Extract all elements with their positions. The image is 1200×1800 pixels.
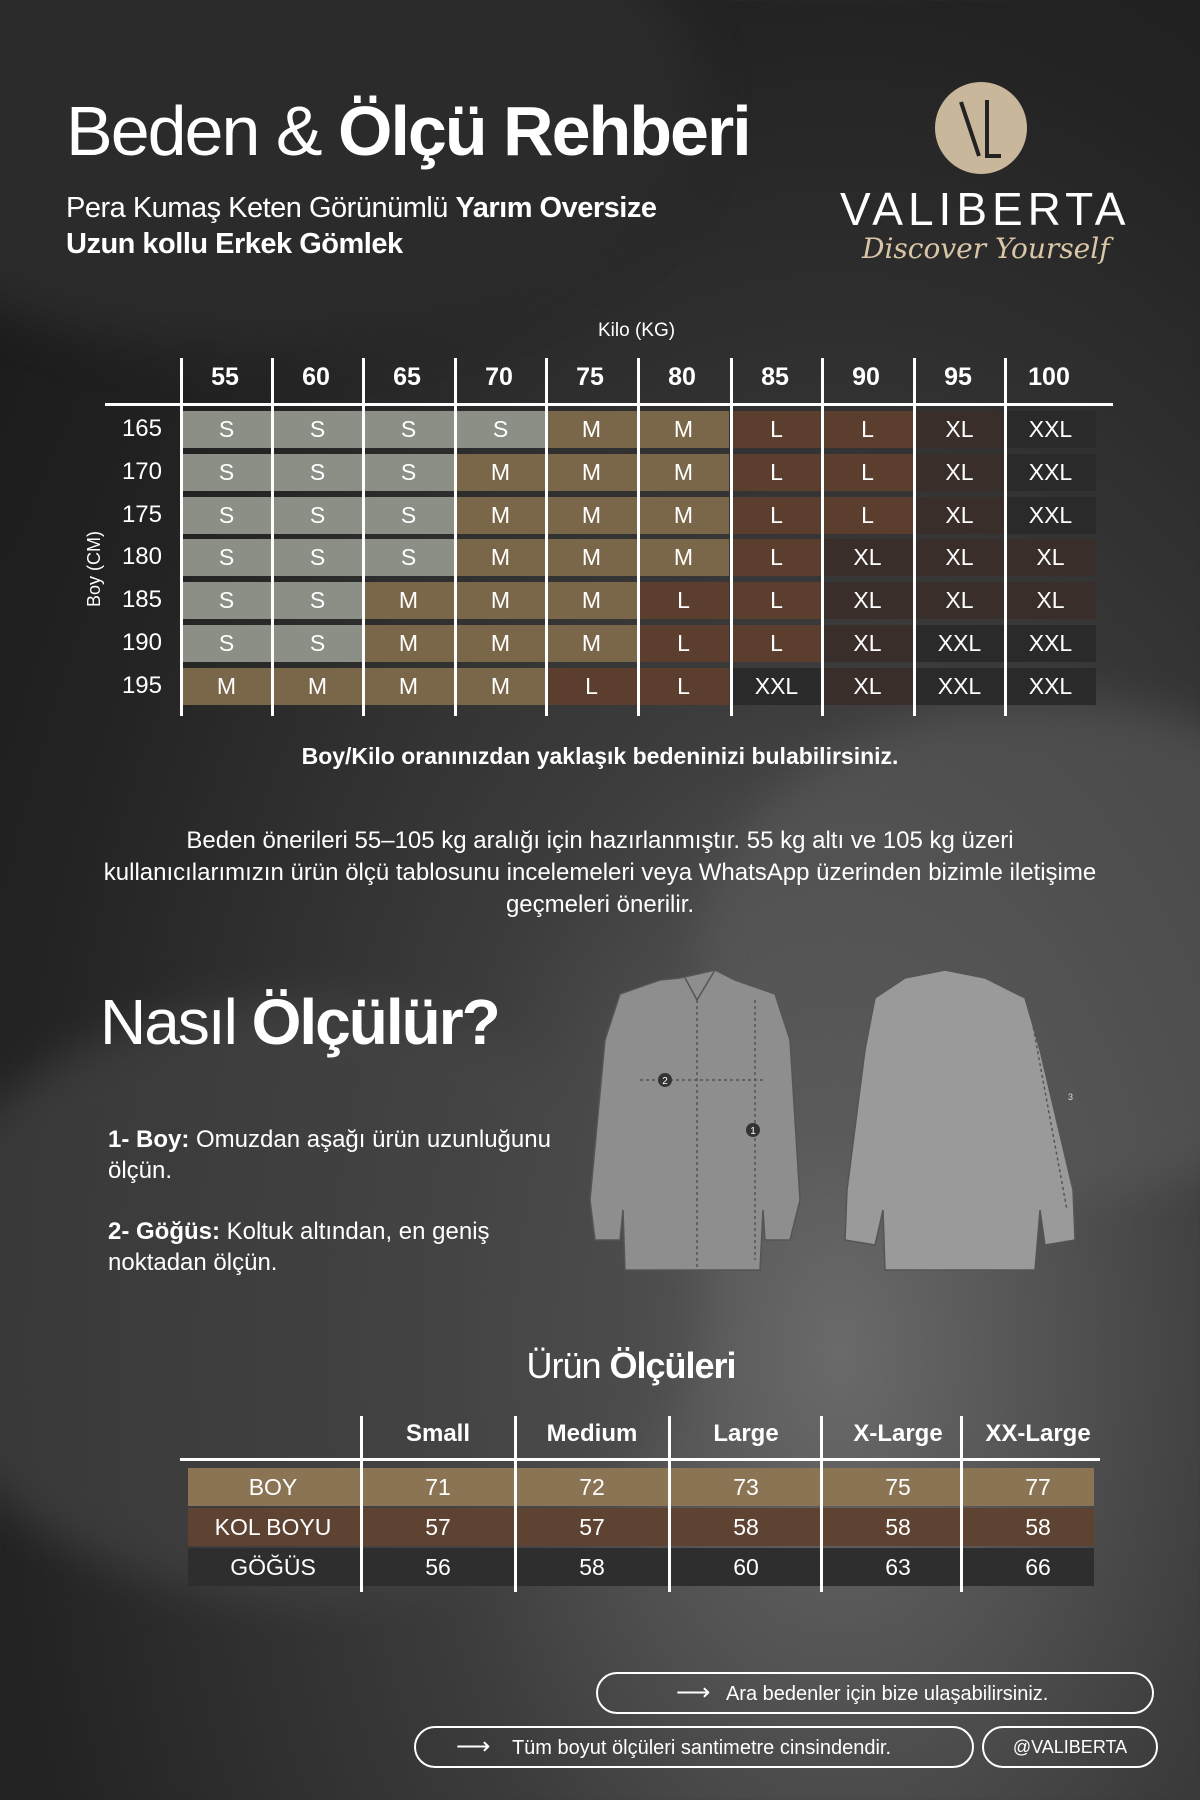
size-cell: L bbox=[731, 454, 822, 491]
weight-header-70: 70 bbox=[485, 363, 513, 391]
size-cell: XXL bbox=[731, 668, 822, 705]
size-cell: XXL bbox=[1005, 411, 1096, 448]
size-cell: M bbox=[363, 582, 454, 619]
size-cell: L bbox=[731, 411, 822, 448]
size-cell: XXL bbox=[1005, 625, 1096, 662]
size-cell: L bbox=[731, 582, 822, 619]
size-cell: S bbox=[272, 497, 363, 534]
weight-header-90: 90 bbox=[852, 363, 880, 391]
grid-line bbox=[514, 1416, 517, 1592]
size-cell: XL bbox=[914, 497, 1005, 534]
height-label-170: 170 bbox=[121, 458, 162, 485]
size-cell: L bbox=[822, 411, 913, 448]
size-cell: L bbox=[638, 582, 729, 619]
size-cell: XL bbox=[822, 668, 913, 705]
size-cell: S bbox=[272, 625, 363, 662]
grid-line bbox=[360, 1416, 363, 1592]
shirt-front-icon bbox=[590, 970, 800, 1270]
size-cell: M bbox=[363, 668, 454, 705]
measurement-cell: 60 bbox=[733, 1554, 759, 1580]
measurement-cell: 58 bbox=[1025, 1514, 1051, 1540]
measure-instruction-chest: 2- Göğüs: Koltuk altından, en geniş noktadan ölçün. bbox=[108, 1218, 490, 1276]
size-column-header: Small bbox=[405, 1420, 471, 1447]
size-cell: M bbox=[546, 454, 637, 491]
size-cell: M bbox=[455, 454, 546, 491]
measurement-cell: 57 bbox=[579, 1514, 605, 1540]
brand-tagline: Discover Yourself bbox=[862, 232, 1110, 265]
measure-marker-sleeve: 3 bbox=[1068, 1092, 1074, 1102]
size-cell: L bbox=[638, 668, 729, 705]
size-column-header: Large bbox=[713, 1420, 779, 1447]
grid-line bbox=[545, 358, 548, 716]
measurement-row-label: BOY bbox=[248, 1474, 298, 1500]
measure-marker-length bbox=[746, 1123, 760, 1137]
size-cell: XL bbox=[1005, 539, 1096, 576]
units-note-pill: ⟶ Tüm boyut ölçüleri santimetre cinsindendir. bbox=[414, 1726, 974, 1768]
size-cell: S bbox=[272, 411, 363, 448]
grid-line bbox=[454, 358, 457, 716]
height-label-165: 165 bbox=[121, 415, 162, 442]
size-cell: S bbox=[272, 582, 363, 619]
height-label-175: 175 bbox=[121, 501, 162, 528]
size-cell: XL bbox=[914, 539, 1005, 576]
size-cell: XXL bbox=[1005, 668, 1096, 705]
weight-header-75: 75 bbox=[576, 363, 604, 391]
height-label-195: 195 bbox=[121, 672, 162, 699]
grid-line bbox=[1004, 358, 1007, 716]
size-cell: XL bbox=[822, 582, 913, 619]
measurement-cell: 71 bbox=[425, 1474, 451, 1500]
weight-header-95: 95 bbox=[944, 363, 972, 391]
size-cell: M bbox=[363, 625, 454, 662]
size-cell: M bbox=[455, 497, 546, 534]
brand-name: VALIBERTA bbox=[840, 183, 1131, 235]
size-cell: S bbox=[455, 411, 546, 448]
size-cell: XL bbox=[914, 582, 1005, 619]
weight-header-80: 80 bbox=[668, 363, 696, 391]
size-cell: M bbox=[638, 411, 729, 448]
grid-line bbox=[960, 1416, 963, 1592]
size-cell: M bbox=[455, 582, 546, 619]
size-column-header: Medium bbox=[546, 1420, 638, 1447]
size-cell: XL bbox=[1005, 582, 1096, 619]
size-cell: M bbox=[455, 668, 546, 705]
size-cell: M bbox=[546, 497, 637, 534]
contact-pill[interactable]: ⟶ Ara bedenler için bize ulaşabilirsiniz. bbox=[596, 1672, 1154, 1714]
measurement-cell: 63 bbox=[885, 1554, 911, 1580]
measurement-cell: 56 bbox=[425, 1554, 451, 1580]
size-cell: XL bbox=[914, 454, 1005, 491]
weight-header-85: 85 bbox=[761, 363, 789, 391]
grid-line bbox=[913, 358, 916, 716]
instagram-handle-pill[interactable]: @VALIBERTA bbox=[982, 1726, 1158, 1768]
size-column-header: XX-Large bbox=[985, 1420, 1091, 1447]
measure-marker-chest bbox=[658, 1073, 672, 1087]
size-cell: L bbox=[731, 539, 822, 576]
grid-line bbox=[362, 358, 365, 716]
size-cell: M bbox=[638, 497, 729, 534]
measurement-cell: 58 bbox=[885, 1514, 911, 1540]
grid-line bbox=[271, 358, 274, 716]
size-cell: S bbox=[181, 582, 272, 619]
size-cell: M bbox=[455, 539, 546, 576]
size-cell: L bbox=[731, 497, 822, 534]
measurement-cell: 58 bbox=[733, 1514, 759, 1540]
size-cell: M bbox=[546, 539, 637, 576]
size-cell: S bbox=[181, 454, 272, 491]
size-cell: M bbox=[455, 625, 546, 662]
size-cell: S bbox=[181, 411, 272, 448]
svg-text:2: 2 bbox=[662, 1076, 668, 1087]
weight-header-100: 100 bbox=[1028, 363, 1070, 391]
size-cell: XL bbox=[914, 411, 1005, 448]
x-axis-label: Kilo (KG) bbox=[598, 320, 676, 341]
size-cell: S bbox=[181, 497, 272, 534]
size-hint: Boy/Kilo oranınızdan yaklaşık bedeninizi bulabilirsiniz. bbox=[301, 743, 899, 769]
size-cell: XL bbox=[822, 539, 913, 576]
size-cell: L bbox=[822, 497, 913, 534]
size-cell: M bbox=[181, 668, 272, 705]
size-cell: S bbox=[181, 539, 272, 576]
height-label-180: 180 bbox=[121, 543, 162, 570]
measurement-cell: 73 bbox=[733, 1474, 759, 1500]
weight-header-65: 65 bbox=[393, 363, 421, 391]
grid-line bbox=[668, 1416, 671, 1592]
shirt-back-icon bbox=[845, 970, 1075, 1270]
measurement-cell: 75 bbox=[885, 1474, 911, 1500]
arrow-right-icon: ⟶ bbox=[676, 1679, 711, 1706]
size-cell: M bbox=[638, 454, 729, 491]
size-cell: L bbox=[638, 625, 729, 662]
size-cell: L bbox=[546, 668, 637, 705]
measurement-cell: 66 bbox=[1025, 1554, 1051, 1580]
grid-line bbox=[637, 358, 640, 716]
measurement-cell: 77 bbox=[1025, 1474, 1051, 1500]
size-cell: M bbox=[638, 539, 729, 576]
size-cell: M bbox=[272, 668, 363, 705]
size-cell: S bbox=[363, 497, 454, 534]
how-to-measure-title: Nasıl Ölçülür? bbox=[100, 986, 499, 1058]
size-cell: XXL bbox=[1005, 497, 1096, 534]
grid-line bbox=[180, 358, 183, 716]
brand-logo-monogram bbox=[935, 82, 1027, 174]
size-cell: XXL bbox=[914, 625, 1005, 662]
height-label-190: 190 bbox=[121, 629, 162, 656]
size-cell: S bbox=[272, 539, 363, 576]
size-range-note: Beden önerileri 55–105 kg aralığı için hazırlanmıştır. 55 kg altı ve 105 kg üzeri kullanıcılarımızın ürün ölçü tablosunu incelemeleri veya WhatsApp üzerinden bizimle iletişime geçmeleri önerilir. bbox=[103, 827, 1097, 918]
product-measurements-title: Ürün Ölçüleri bbox=[526, 1345, 736, 1386]
size-cell: L bbox=[731, 625, 822, 662]
grid-line bbox=[730, 358, 733, 716]
size-cell: M bbox=[546, 411, 637, 448]
background-fabric bbox=[0, 0, 700, 350]
size-cell: S bbox=[363, 454, 454, 491]
size-cell: XXL bbox=[1005, 454, 1096, 491]
measurement-cell: 58 bbox=[579, 1554, 605, 1580]
size-cell: M bbox=[546, 625, 637, 662]
size-cell: L bbox=[822, 454, 913, 491]
size-cell: XL bbox=[822, 625, 913, 662]
height-label-185: 185 bbox=[121, 586, 162, 613]
size-cell: S bbox=[181, 625, 272, 662]
arrow-right-icon: ⟶ bbox=[456, 1733, 491, 1760]
measurement-cell: 72 bbox=[579, 1474, 605, 1500]
weight-header-60: 60 bbox=[302, 363, 330, 391]
header-divider bbox=[105, 403, 1113, 406]
grid-line bbox=[820, 1416, 823, 1592]
size-column-header: X-Large bbox=[853, 1420, 943, 1447]
measurement-cell: 57 bbox=[425, 1514, 451, 1540]
grid-line bbox=[821, 358, 824, 716]
size-cell: S bbox=[272, 454, 363, 491]
measure-instruction-length: 1- Boy: Omuzdan aşağı ürün uzunluğunu ölçün. bbox=[108, 1126, 551, 1184]
weight-header-55: 55 bbox=[211, 363, 239, 391]
measurement-row-label: KOL BOYU bbox=[214, 1514, 332, 1540]
svg-text:1: 1 bbox=[750, 1126, 756, 1137]
header-divider bbox=[180, 1458, 1100, 1461]
size-cell: S bbox=[363, 539, 454, 576]
size-cell: XXL bbox=[914, 668, 1005, 705]
measurement-row-label: GÖĞÜS bbox=[230, 1554, 316, 1580]
shirt-illustration bbox=[585, 970, 1085, 1280]
product-subtitle: Pera Kumaş Keten Görünümlü Yarım Oversize Uzun kollu Erkek Gömlek bbox=[66, 192, 657, 260]
size-cell: M bbox=[546, 582, 637, 619]
size-cell: S bbox=[363, 411, 454, 448]
y-axis-label: Boy (CM) bbox=[84, 531, 104, 607]
page-title: Beden & Ölçü Rehberi bbox=[66, 92, 750, 170]
